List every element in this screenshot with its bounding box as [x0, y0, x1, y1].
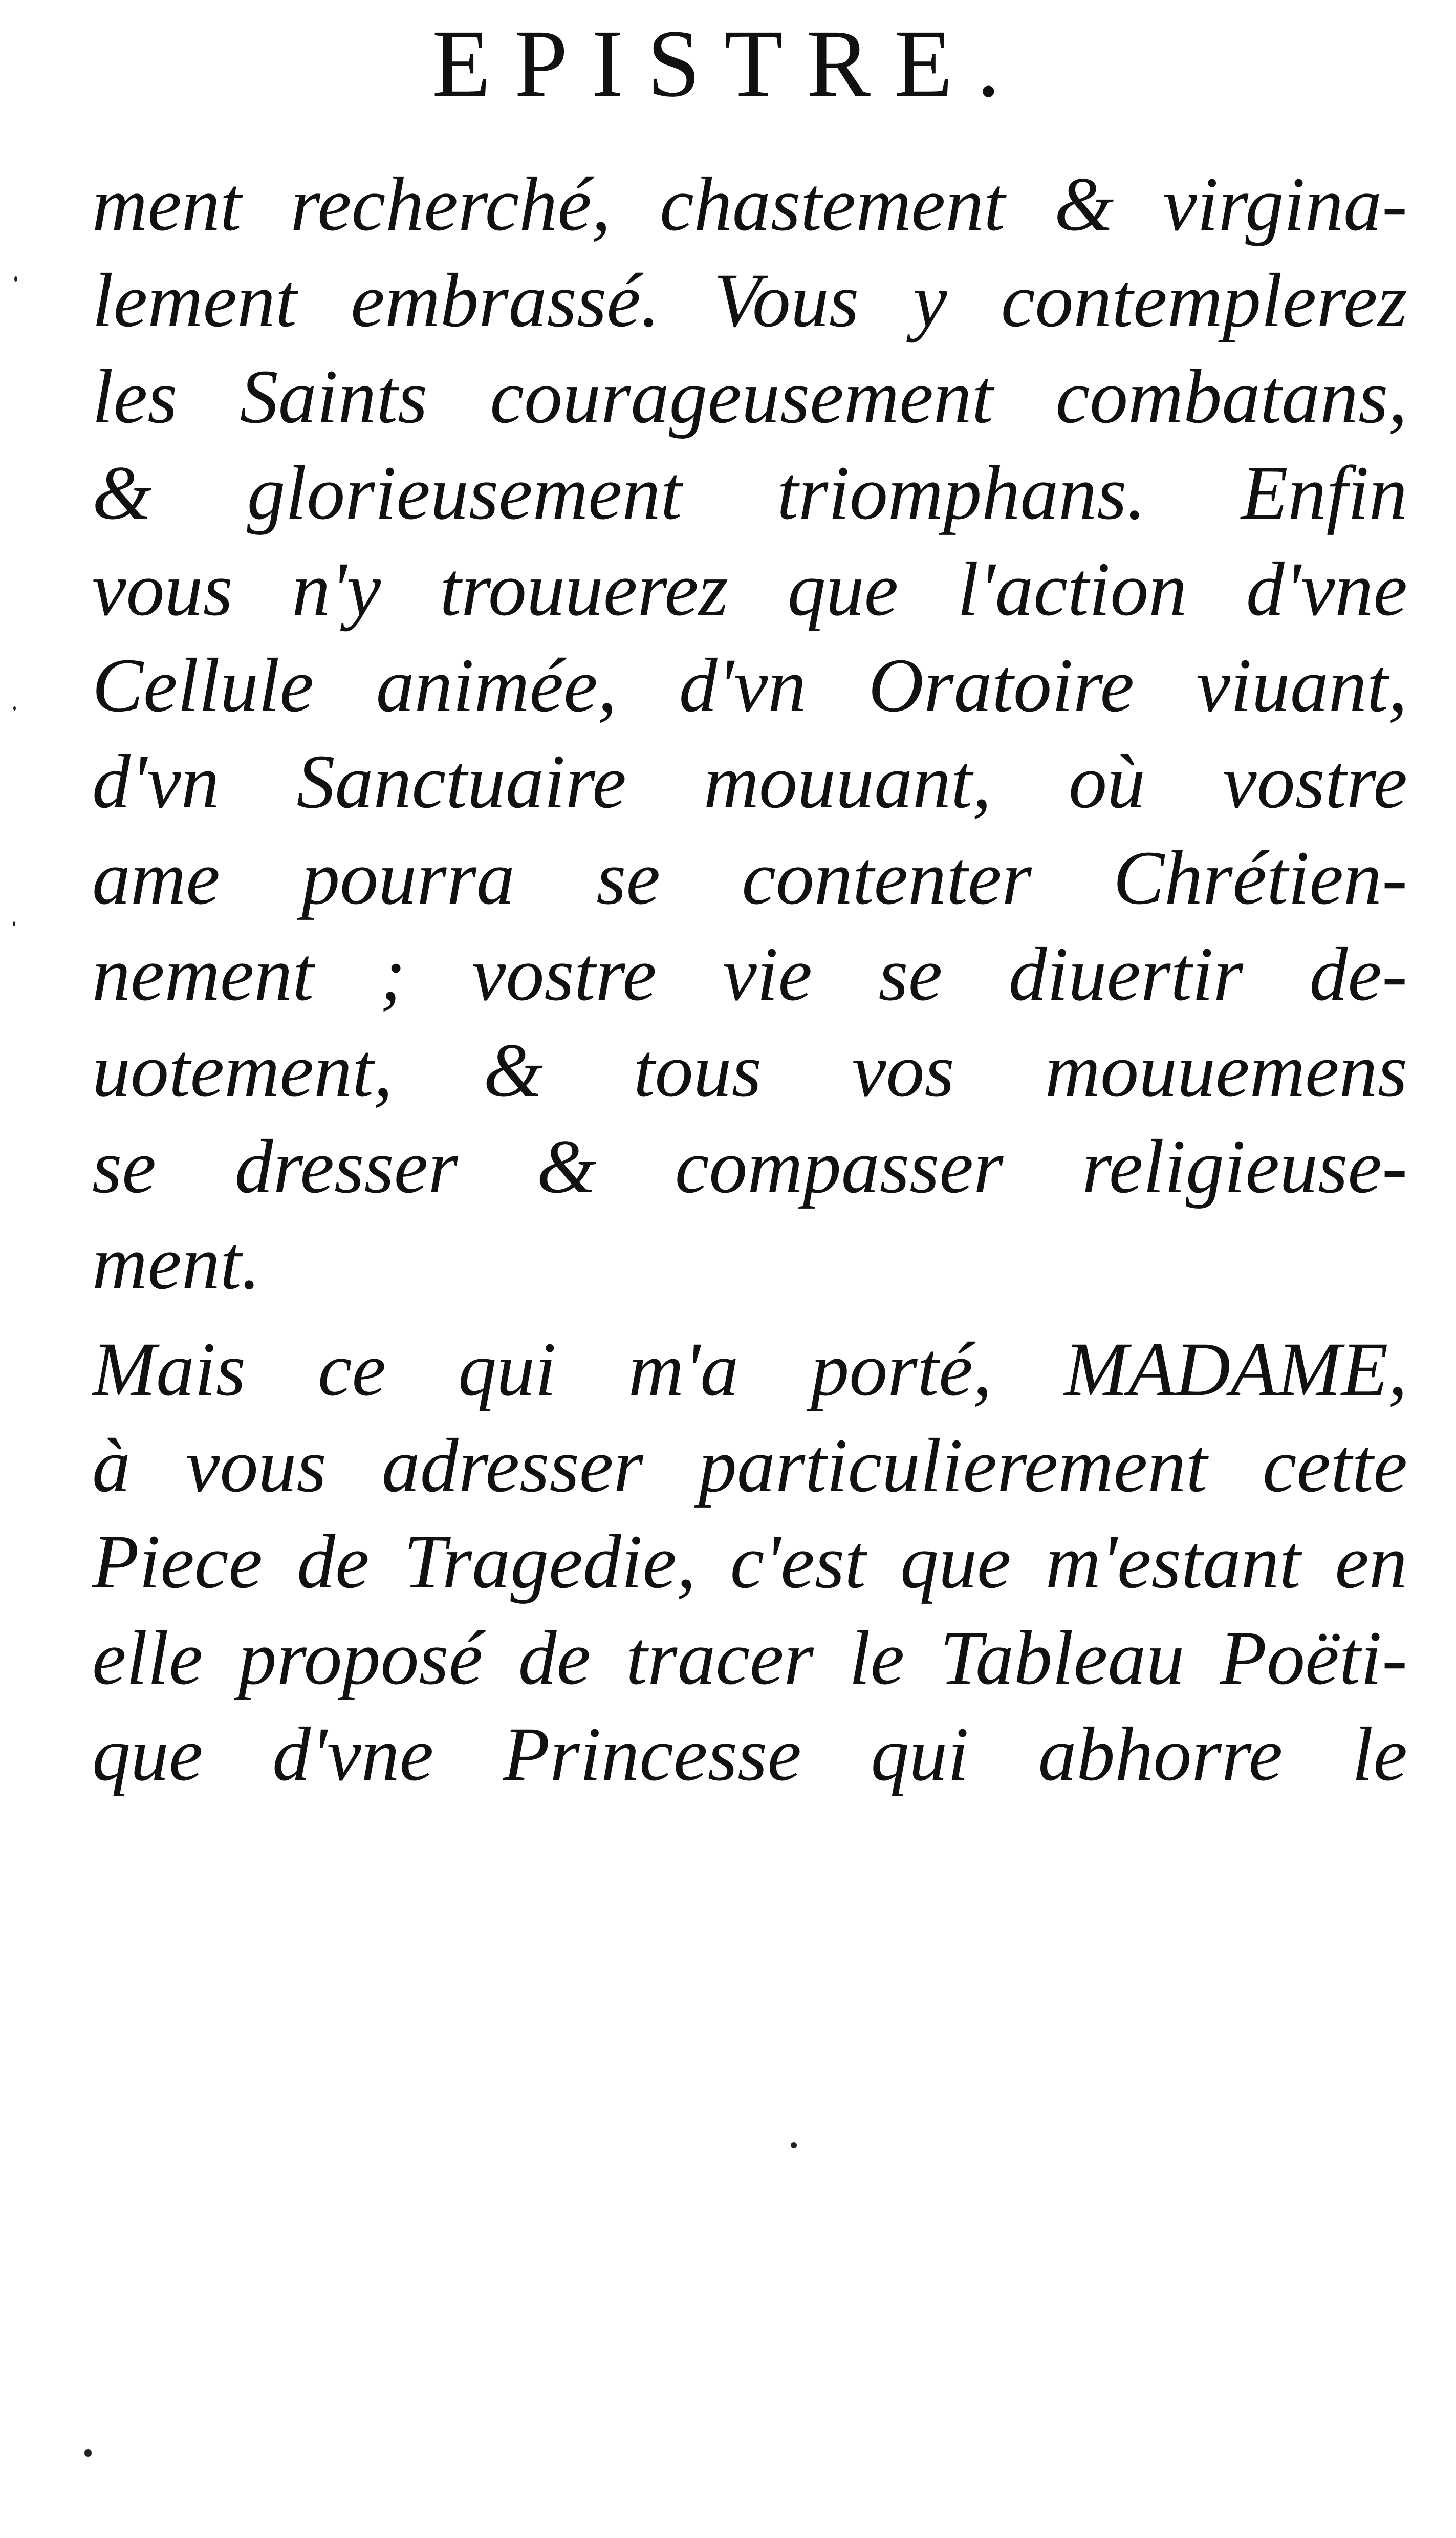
text-line: à vous adresser particulierement cette	[92, 1423, 1407, 1508]
body-text	[92, 156, 1407, 1802]
text-line: ame pourra se contenter Chrétien-	[92, 835, 1407, 920]
text-line: ment.	[92, 1220, 261, 1305]
text-line: vous n'y trouuerez que l'action d'vne	[92, 547, 1407, 632]
ink-speck	[14, 276, 17, 282]
text-line: elle proposé de tracer le Tableau Poëti-	[92, 1616, 1407, 1701]
ink-speck	[13, 706, 16, 711]
text-line: Mais ce qui m'a porté, MADAME,	[92, 1327, 1407, 1412]
ink-speck	[791, 2142, 797, 2148]
text-line: lement embrassé. Vous y contemplerez	[92, 258, 1407, 343]
text-line: que d'vne Princesse qui abhorre le	[92, 1712, 1407, 1797]
text-line: les Saints courageusement combatans,	[92, 354, 1407, 439]
text-line: nement ; vostre vie se diuertir de-	[92, 932, 1407, 1017]
paragraph-gap	[92, 1311, 1407, 1321]
text-line: uotement, & tous vos mouuemens	[92, 1028, 1407, 1113]
text-line: d'vn Sanctuaire mouuant, où vostre	[92, 739, 1407, 824]
ink-speck	[84, 2449, 92, 2457]
text-line: se dresser & compasser religieuse-	[92, 1124, 1407, 1209]
text-line: ment recherché, chastement & virgina-	[92, 162, 1407, 247]
text-line: Piece de Tragedie, c'est que m'estant en	[92, 1519, 1407, 1604]
running-head: EPISTRE.	[432, 10, 1024, 117]
text-line: & glorieusement triomphans. Enfin	[92, 450, 1407, 535]
text-line: Cellule animée, d'vn Oratoire viuant,	[92, 643, 1407, 728]
ink-speck	[13, 921, 15, 926]
